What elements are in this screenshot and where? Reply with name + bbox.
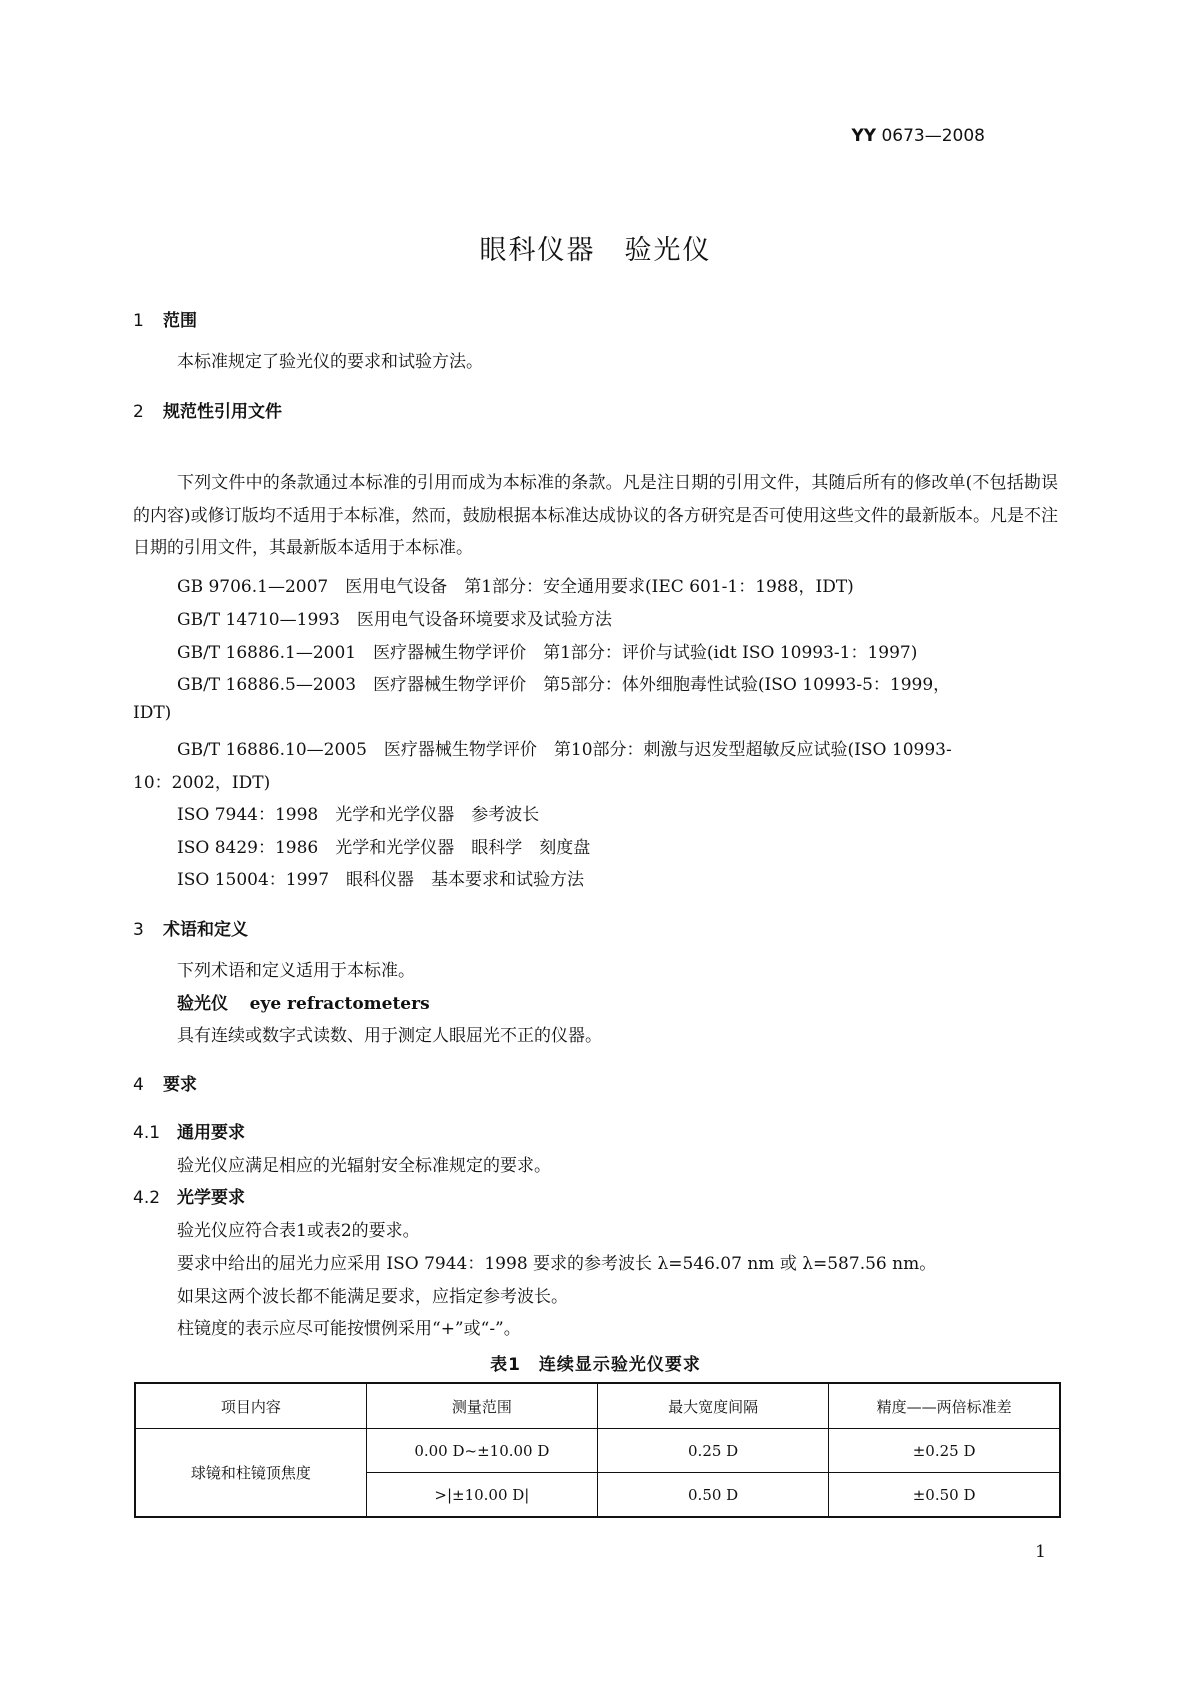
reference-item: GB/T 16886.1—2001 医疗器械生物学评价 第1部分：评价与试验(idt ISO 10993-1：1997) <box>177 643 918 663</box>
reference-item: ISO 7944：1998 光学和光学仪器 参考波长 <box>177 805 540 825</box>
section-2-title: 规范性引用文件 <box>163 402 282 422</box>
table-1 <box>134 1382 1061 1518</box>
standard-number: 0673—2008 <box>881 126 985 146</box>
table-1-title: 表1 连续显示验光仪要求 <box>490 1355 701 1375</box>
table-cell-interval: 0.25 D <box>598 1429 829 1473</box>
section-2-heading <box>133 397 282 422</box>
reference-item: GB/T 14710—1993 医用电气设备环境要求及试验方法 <box>177 610 612 630</box>
reference-item: GB/T 16886.5—2003 医疗器械生物学评价 第5部分：体外细胞毒性试验(ISO 10993-5：1999， <box>177 675 951 695</box>
table-row-label: 球镜和柱镜顶焦度 <box>135 1429 366 1518</box>
reference-item: GB 9706.1—2007 医用电气设备 第1部分：安全通用要求(IEC 601-1：1988，IDT) <box>177 577 854 597</box>
section-2-number: 2 <box>133 402 144 422</box>
section-1-body: 本标准规定了验光仪的要求和试验方法。 <box>177 352 483 372</box>
table-cell-interval: 0.50 D <box>598 1473 829 1518</box>
section-3-title: 术语和定义 <box>163 920 248 940</box>
section-1-heading <box>133 306 197 331</box>
table-header-cell: 测量范围 <box>366 1383 597 1429</box>
table-cell-range: >|±10.00 D| <box>366 1473 597 1518</box>
section-4-number: 4 <box>133 1075 144 1095</box>
section-4-2-title: 光学要求 <box>177 1188 245 1208</box>
table-header-row <box>135 1383 1060 1429</box>
table-row <box>135 1429 1060 1473</box>
reference-item: GB/T 16886.10—2005 医疗器械生物学评价 第10部分：刺激与迟发型超敏反应试验(ISO 10993- <box>177 740 952 760</box>
section-2-intro: 下列文件中的条款通过本标准的引用而成为本标准的条款。凡是注日期的引用文件，其随后所有的修改单(不包括勘误的内容)或修订版均不适用于本标准，然而，鼓励根据本标准达成协议的各方研究是否可使用这些文件的最新版本。凡是不注日期的引用文件，其最新版本适用于本标准。 <box>133 473 1058 558</box>
section-4-2-line: 要求中给出的屈光力应采用 ISO 7944：1998 要求的参考波长 λ=546.07 nm 或 λ=587.56 nm。 <box>177 1254 937 1274</box>
table-header-cell: 项目内容 <box>135 1383 366 1429</box>
section-4-2-line: 柱镜度的表示应尽可能按惯例采用“+”或“-”。 <box>177 1319 521 1339</box>
reference-item-continuation: 10：2002，IDT) <box>133 773 271 793</box>
term-english: eye refractometers <box>249 994 430 1014</box>
section-4-1-title: 通用要求 <box>177 1123 245 1143</box>
section-4-title: 要求 <box>163 1075 197 1095</box>
page-number: 1 <box>1035 1542 1046 1562</box>
section-3-heading <box>133 915 248 940</box>
section-3-body: 下列术语和定义适用于本标准。 <box>177 961 415 981</box>
term-entry <box>177 988 430 1020</box>
reference-item: ISO 15004：1997 眼科仪器 基本要求和试验方法 <box>177 870 585 890</box>
table-header-cell: 最大宽度间隔 <box>598 1383 829 1429</box>
standard-code <box>851 126 985 146</box>
section-4-2-line: 验光仪应符合表1或表2的要求。 <box>177 1221 420 1241</box>
reference-item-continuation: IDT) <box>133 703 172 723</box>
section-4-2-line: 如果这两个波长都不能满足要求，应指定参考波长。 <box>177 1287 568 1307</box>
section-4-1-number: 4.1 <box>133 1123 161 1143</box>
section-4-2-heading <box>133 1183 245 1208</box>
section-1-number: 1 <box>133 311 144 331</box>
term-definition: 具有连续或数字式读数、用于测定人眼屈光不正的仪器。 <box>177 1026 602 1046</box>
section-4-1-heading <box>133 1118 245 1143</box>
section-4-2-number: 4.2 <box>133 1188 161 1208</box>
table-cell-precision: ±0.25 D <box>829 1429 1060 1473</box>
document-title: 眼科仪器 验光仪 <box>479 235 712 266</box>
table-header-cell: 精度——两倍标准差 <box>829 1383 1060 1429</box>
table-cell-precision: ±0.50 D <box>829 1473 1060 1518</box>
section-3-number: 3 <box>133 920 144 940</box>
section-4-heading <box>133 1070 197 1095</box>
reference-item: ISO 8429：1986 光学和光学仪器 眼科学 刻度盘 <box>177 838 591 858</box>
term-chinese: 验光仪 <box>177 994 228 1014</box>
section-4-1-body: 验光仪应满足相应的光辐射安全标准规定的要求。 <box>177 1156 551 1176</box>
table-cell-range: 0.00 D~±10.00 D <box>366 1429 597 1473</box>
standard-prefix: YY <box>851 126 877 146</box>
section-1-title: 范围 <box>163 311 197 331</box>
